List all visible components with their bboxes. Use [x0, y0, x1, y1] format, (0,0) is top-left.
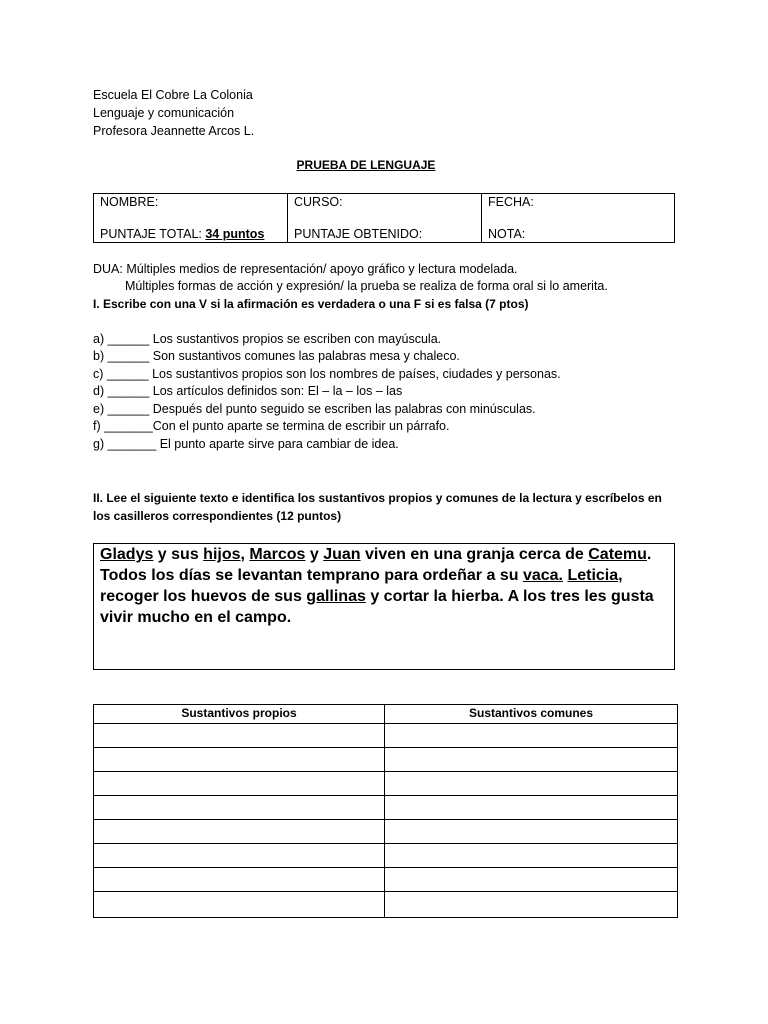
school-name: Escuela El Cobre La Colonia — [93, 88, 253, 102]
table-row[interactable] — [94, 844, 677, 868]
reading-text: y cortar la hierba. A los tres les gusta — [365, 588, 654, 605]
reading-word: Leticia — [567, 567, 619, 584]
reading-text: . — [646, 546, 652, 563]
reading-text: viven en una granja cerca de — [360, 546, 589, 563]
reading-line-3 — [100, 586, 668, 607]
answer-table-header — [94, 705, 677, 724]
reading-word: vaca. — [522, 567, 563, 584]
reading-box — [93, 543, 675, 670]
reading-word: Marcos — [249, 546, 306, 563]
col-header-comunes: Sustantivos comunes — [468, 706, 594, 720]
list-item: c) ______ Los sustantivos propios son los nombres de países, ciudades y personas. — [93, 367, 561, 381]
list-item: d) ______ Los artículos definidos son: El – la – los – las — [93, 384, 403, 398]
info-col-curso — [288, 194, 482, 242]
table-row[interactable] — [94, 820, 677, 844]
dua-line-1: DUA: Múltiples medios de representación/ apoyo gráfico y lectura modelada. — [93, 262, 518, 276]
reading-text: y sus — [153, 546, 204, 563]
teacher-name: Profesora Jeannette Arcos L. — [93, 124, 255, 138]
subject-name: Lenguaje y comunicación — [93, 106, 235, 120]
list-item: e) ______ Después del punto seguido se escriben las palabras con minúsculas. — [93, 402, 536, 416]
puntaje-obtenido-label: PUNTAJE OBTENIDO: — [294, 227, 423, 241]
fecha-label: FECHA: — [488, 195, 534, 209]
reading-text: y — [305, 546, 324, 563]
answer-table — [93, 704, 678, 918]
reading-line-4: vivir mucho en el campo. — [100, 609, 292, 626]
puntaje-total-cell — [100, 227, 264, 241]
reading-text: recoger los huevos de sus — [100, 588, 307, 605]
table-row[interactable] — [94, 796, 677, 820]
reading-word: gallinas — [306, 588, 366, 605]
section2-title-line-1: II. Lee el siguiente texto e identifica los sustantivos propios y comunes de la lectura y escríbelos en — [93, 491, 662, 505]
info-table — [93, 193, 675, 243]
reading-text: , — [618, 567, 623, 584]
reading-text: Todos los días se levantan temprano para ordeñar a su — [100, 567, 523, 584]
table-row[interactable] — [94, 748, 677, 772]
section1-title: I. Escribe con una V si la afirmación es verdadera o una F si es falsa (7 ptos) — [93, 297, 529, 311]
col-header-propios: Sustantivos propios — [181, 706, 297, 720]
reading-word: Catemu — [588, 546, 647, 563]
table-row[interactable] — [94, 868, 677, 892]
reading-line-1 — [100, 544, 668, 565]
list-item: a) ______ Los sustantivos propios se escriben con mayúscula. — [93, 332, 442, 346]
page-title: PRUEBA DE LENGUAJE — [296, 158, 436, 172]
nombre-label: NOMBRE: — [100, 195, 159, 209]
dua-line-2: Múltiples formas de acción y expresión/ la prueba se realiza de forma oral si lo amerita. — [125, 279, 608, 293]
reading-text: , — [240, 546, 250, 563]
table-row[interactable] — [94, 892, 677, 917]
table-row[interactable] — [94, 724, 677, 748]
section2-title-line-2: los casilleros correspondientes (12 puntos) — [93, 509, 342, 523]
list-item: b) ______ Son sustantivos comunes las palabras mesa y chaleco. — [93, 349, 460, 363]
info-col-nombre — [94, 194, 288, 242]
table-row[interactable] — [94, 772, 677, 796]
reading-line-2 — [100, 565, 668, 586]
nota-label: NOTA: — [488, 227, 526, 241]
info-col-fecha — [482, 194, 674, 242]
puntaje-total-value: 34 puntos — [205, 227, 265, 241]
list-item: f) _______Con el punto aparte se termina de escribir un párrafo. — [93, 419, 450, 433]
curso-label: CURSO: — [294, 195, 343, 209]
column-divider — [384, 705, 385, 917]
puntaje-total-label: PUNTAJE TOTAL: — [100, 227, 206, 241]
list-item: g) _______ El punto aparte sirve para cambiar de idea. — [93, 437, 399, 451]
reading-word: hijos — [203, 546, 241, 563]
reading-word: Juan — [323, 546, 361, 563]
reading-word: Gladys — [100, 546, 154, 563]
